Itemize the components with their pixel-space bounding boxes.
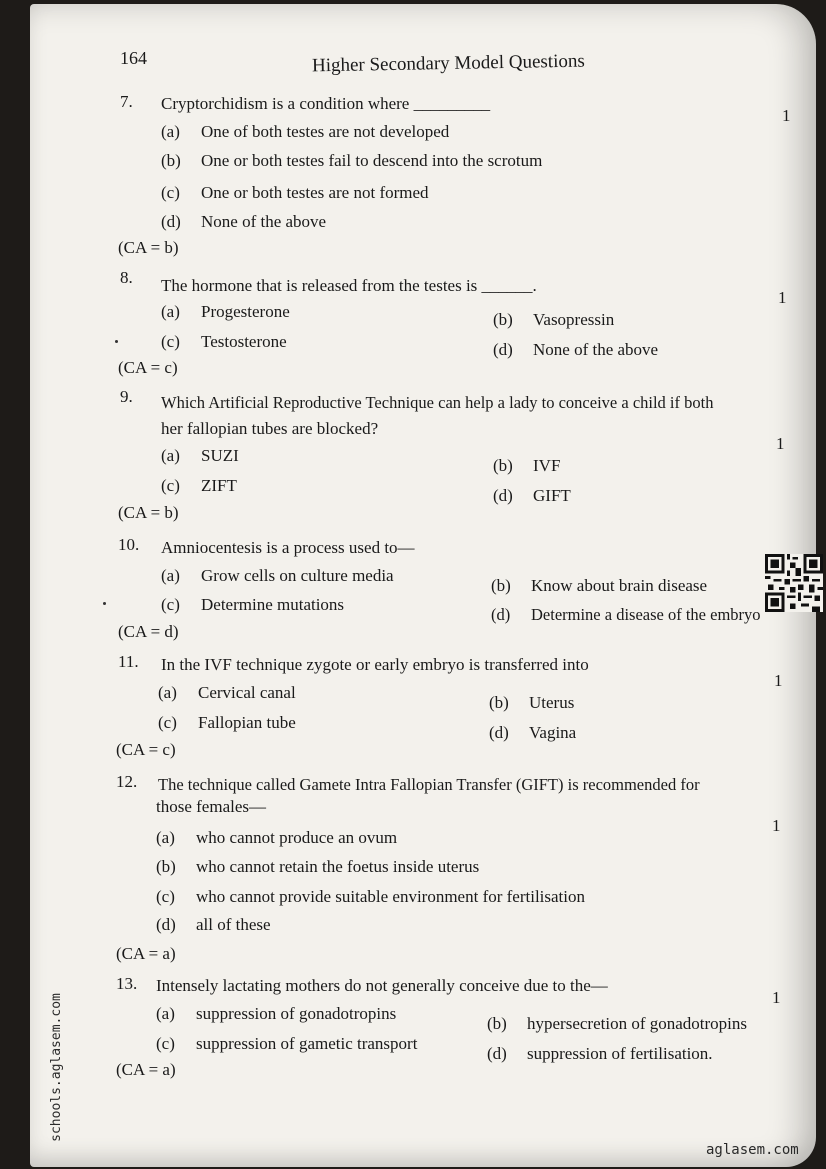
option-item: (a) who cannot produce an ovum (156, 828, 398, 847)
option-item: (d) None of the above (493, 340, 659, 359)
option-item: (a) SUZI (161, 446, 239, 465)
qr-code-icon (764, 554, 824, 612)
option-item: (c) who cannot provide suitable environment for fertilisation (156, 887, 586, 906)
question-number: 7. (120, 92, 133, 111)
question-number: 10. (118, 535, 140, 554)
correct-answer: (CA = a) (116, 944, 176, 963)
question-text: Which Artificial Reproductive Technique can help a lady to conceive a child if both (161, 393, 714, 412)
option-item: (b) Uterus (489, 693, 575, 712)
option-item: (a) Cervical canal (158, 683, 296, 702)
question-text-line2: her fallopian tubes are blocked? (161, 419, 379, 438)
option-item: (b) who cannot retain the foetus inside uterus (156, 857, 480, 876)
mark: 1 (776, 434, 785, 453)
correct-answer: (CA = d) (118, 622, 179, 641)
option-item: (c) Fallopian tube (158, 713, 296, 732)
option-item: (c) ZIFT (161, 476, 237, 495)
correct-answer: (CA = b) (118, 238, 179, 257)
correct-answer: (CA = b) (118, 503, 179, 522)
question-text: Intensely lactating mothers do not generally conceive due to the— (156, 976, 608, 995)
option-item: (d) suppression of fertilisation. (487, 1044, 713, 1063)
option-item: (b) IVF (493, 456, 561, 475)
question-number: 9. (120, 387, 133, 406)
side-watermark: schools.aglasem.com (48, 993, 64, 1142)
question-number: 8. (120, 268, 133, 287)
scan-speck (115, 340, 118, 343)
running-header: Higher Secondary Model Questions (311, 50, 585, 77)
scan-speck (103, 602, 106, 605)
bottom-watermark: aglasem.com (706, 1142, 799, 1158)
option-item: (b) One or both testes fail to descend into the scrotum (161, 151, 543, 170)
question-text: The hormone that is released from the testes is ______. (161, 276, 537, 295)
mark: 1 (774, 671, 783, 690)
correct-answer: (CA = c) (118, 358, 178, 377)
option-item: (d) Vagina (489, 723, 577, 742)
option-item: (d) Determine a disease of the embryo (491, 605, 761, 624)
option-item: (a) suppression of gonadotropins (156, 1004, 397, 1023)
option-item: (d) None of the above (161, 212, 327, 231)
question-number: 12. (116, 772, 138, 791)
question-text: Cryptorchidism is a condition where _________ (161, 94, 491, 113)
question-number: 13. (116, 974, 138, 993)
mark: 1 (772, 816, 781, 835)
mark: 1 (778, 288, 787, 307)
option-item: (c) suppression of gametic transport (156, 1034, 418, 1053)
option-item: (c) One or both testes are not formed (161, 183, 429, 202)
option-item: (b) hypersecretion of gonadotropins (487, 1014, 747, 1033)
option-item: (a) Progesterone (161, 302, 290, 321)
option-item: (a) One of both testes are not developed (161, 122, 450, 141)
mark: 1 (772, 988, 781, 1007)
option-item: (a) Grow cells on culture media (161, 566, 394, 585)
question-text: The technique called Gamete Intra Fallopian Transfer (GIFT) is recommended for (158, 775, 700, 794)
option-item: (d) all of these (156, 915, 271, 934)
question-text: Amniocentesis is a process used to— (161, 538, 415, 557)
option-item: (c) Determine mutations (161, 595, 345, 614)
question-text-line2: those females— (156, 797, 266, 816)
option-item: (d) GIFT (493, 486, 571, 505)
option-item: (c) Testosterone (161, 332, 287, 351)
option-item: (b) Vasopressin (493, 310, 615, 329)
correct-answer: (CA = c) (116, 740, 176, 759)
mark: 1 (782, 106, 791, 125)
page-number: 164 (120, 48, 147, 68)
question-text: In the IVF technique zygote or early embryo is transferred into (161, 655, 589, 674)
question-number: 11. (118, 652, 139, 671)
option-item: (b) Know about brain disease (491, 576, 708, 595)
correct-answer: (CA = a) (116, 1060, 176, 1079)
